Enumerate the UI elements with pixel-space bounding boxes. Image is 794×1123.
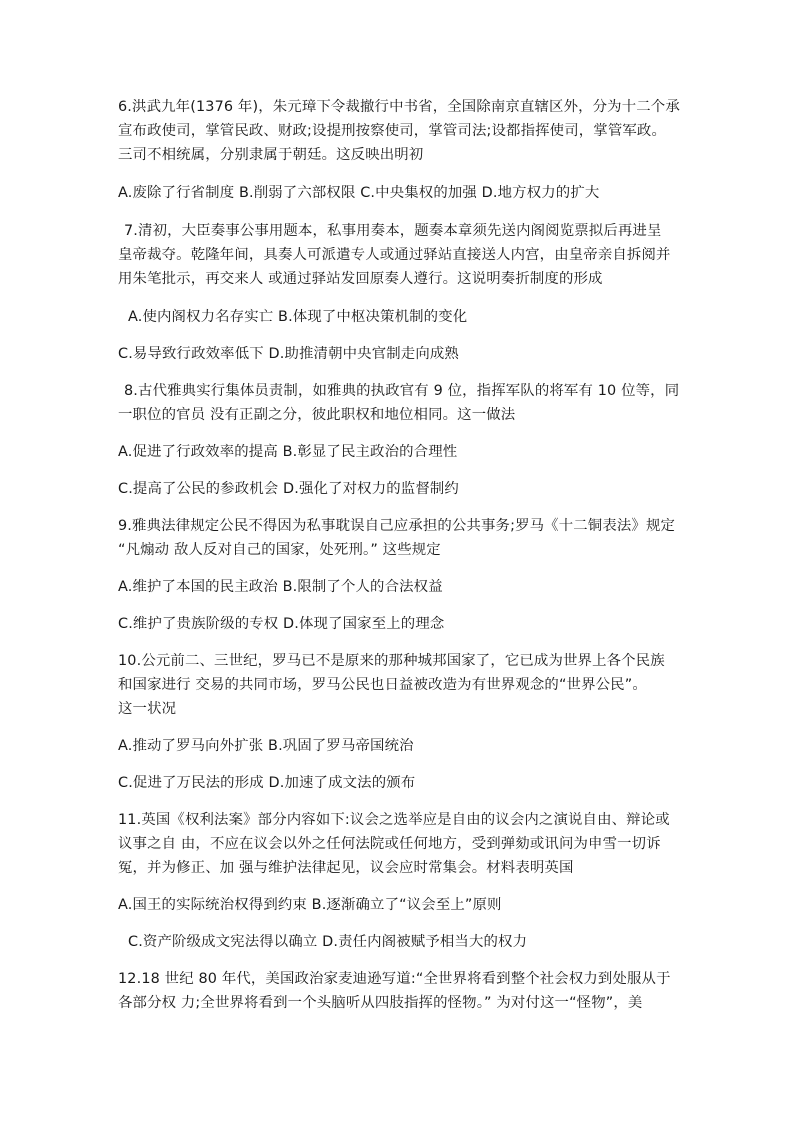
q11-line-1: 11.英国《权利法案》部分内容如下:议会之选举应是自由的议会内之演说自由、辩论或: [118, 812, 670, 828]
q6-line-3: 三司不相统属，分别隶属于朝廷。这反映出明初: [118, 147, 424, 163]
q9-line-1: 9.雅典法律规定公民不得因为私事耽误自己应承担的公共事务;罗马《十二铜表法》规定: [118, 518, 676, 534]
q10-line-1: 10.公元前二、三世纪，罗马已不是原来的那种城邦国家了，它已成为世界上各个民族: [118, 653, 665, 669]
q8-options-2: C.提高了公民的参政机会 D.强化了对权力的监督制约: [118, 481, 459, 497]
q7-line-3: 用朱笔批示，再交来人 或通过驿站发回原奏人遵行。这说明奏折制度的形成: [118, 271, 603, 287]
q11-options-2: C.资产阶级成文宪法得以确立 D.责任内阁被赋予相当大的权力: [128, 934, 528, 950]
q7-options-2: C.易导致行政效率低下 D.助推清朝中央官制走向成熟: [118, 346, 459, 362]
q8-line-1: 8.古代雅典实行集体员责制，如雅典的执政官有 9 位，指挥军队的将军有 10 位等，同: [124, 383, 680, 399]
q9-options-2: C.维护了贵族阶级的专权 D.体现了国家至上的理念: [118, 616, 445, 632]
q9-options-1: A.维护了本国的民主政治 B.限制了个人的合法权益: [118, 579, 443, 595]
q12-line-1: 12.18 世纪 80 年代，美国政治家麦迪逊写道:“全世界将看到整个社会权力到处服从于: [118, 971, 671, 987]
q7-line-2: 皇帝裁夺。乾隆年间，具奏人可派遣专人或通过驿站直接送人内宫，由皇帝亲自拆阅并: [118, 247, 671, 263]
q8-line-2: 一职位的官员 没有正副之分，彼此职权和地位相同。这一做法: [118, 407, 516, 423]
q8-options-1: A.促进了行政效率的提高 B.彰显了民主政治的合理性: [118, 444, 458, 460]
q6-line-2: 宣布政使司，掌管民政、财政;设提刑按察使司，掌管司法;设都指挥使司，掌管军政。: [118, 123, 667, 139]
q11-line-3: 冤，并为修正、加 强与维护法律起见，议会应时常集会。材料表明英国: [118, 860, 574, 876]
q11-options-1: A.国王的实际统治权得到约束 B.逐渐确立了“议会至上”原则: [118, 897, 502, 913]
q6-options: A.废除了行省制度 B.削弱了六部权限 C.中央集权的加强 D.地方权力的扩大: [118, 185, 600, 201]
q7-options-1: A.使内阁权力名存实亡 B.体现了中枢决策机制的变化: [128, 309, 468, 325]
q7-line-1: 7.清初，大臣奏事公事用题本，私事用奏本，题奏本章须先送内阁阅览票拟后再进呈: [124, 223, 662, 239]
q6-line-1: 6.洪武九年(1376 年)，朱元璋下令裁撤行中书省，全国除南京直辖区外，分为十二个承: [118, 99, 680, 115]
q10-options-2: C.促进了万民法的形成 D.加速了成文法的颁布: [118, 775, 416, 791]
q12-line-2: 各部分权 力;全世界将看到一个头脑听从四肢指挥的怪物。” 为对付这一“怪物”，美: [118, 995, 643, 1011]
q10-line-3: 这一状况: [118, 701, 177, 717]
q11-line-2: 议事之自 由，不应在议会以外之任何法院或任何地方，受到弹劾或讯问为申雪一切诉: [118, 836, 661, 852]
q10-options-1: A.推动了罗马向外扩张 B.巩固了罗马帝国统治: [118, 738, 414, 754]
q10-line-2: 和国家进行 交易的共同市场，罗马公民也日益被改造为有世界观念的“世界公民”。: [118, 677, 647, 693]
q9-line-2: “凡煽动 敌人反对自己的国家，处死刑。” 这些规定: [118, 542, 441, 558]
